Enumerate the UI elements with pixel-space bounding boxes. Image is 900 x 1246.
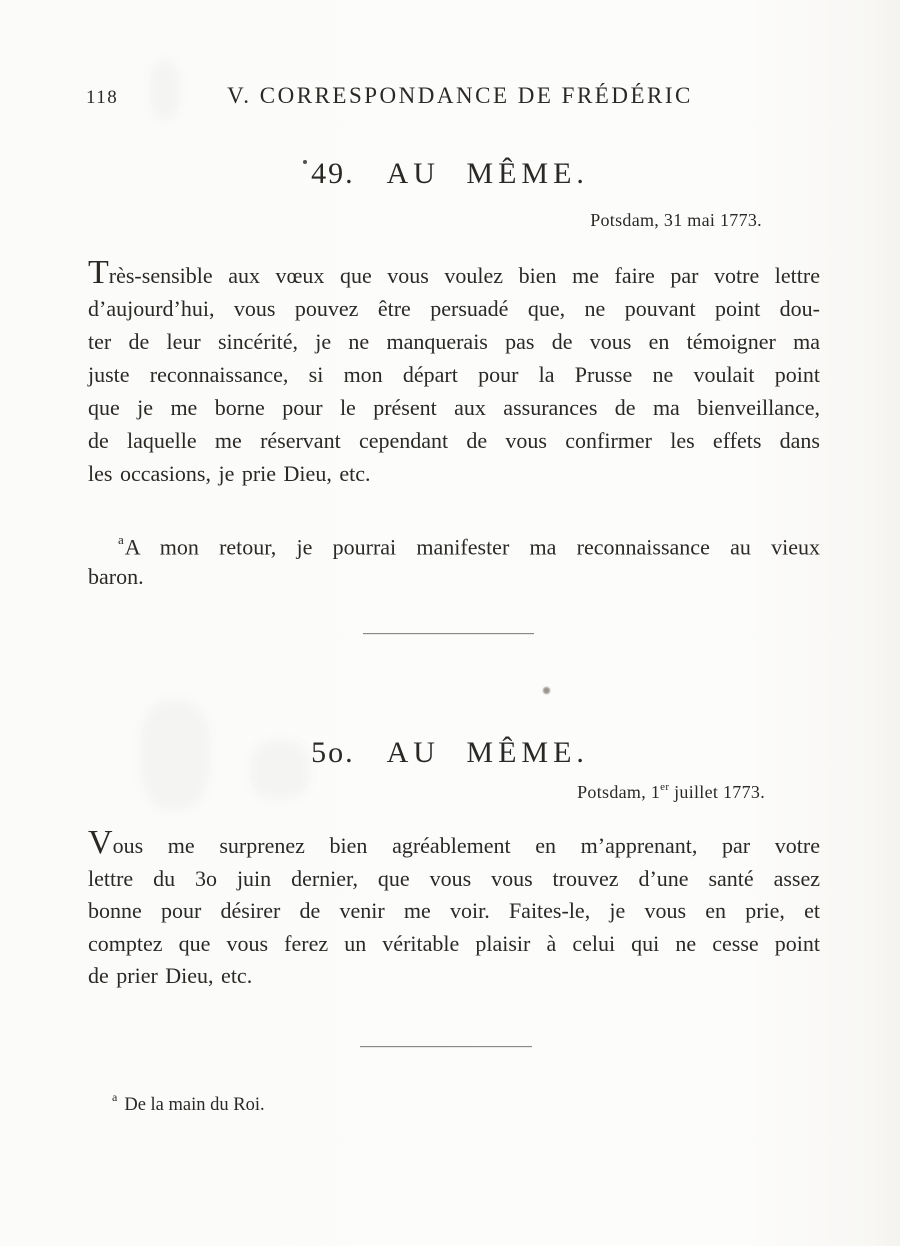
letter-50-number: 5o. (311, 736, 355, 769)
dateline-text-end: juillet 1773. (669, 782, 765, 802)
dateline-superscript: er (660, 781, 670, 793)
letter-49-number: 49. (311, 157, 355, 190)
body-line: lettre du 3o juin dernier, que vous vous trouvez d’une santé assez (88, 865, 820, 891)
letter-49-dateline (590, 210, 762, 231)
body-line: bonne pour désirer de venir me voir. Faites-le, je vous en prie, et (88, 898, 820, 923)
initial-capital: V (88, 824, 113, 861)
body-line: ter de leur sincérité, je ne manquerais pas de vous en témoigner ma (88, 329, 820, 354)
body-line: que je me borne pour le présent aux assurances de ma bienveillance, (88, 395, 820, 420)
letter-50-dateline (577, 782, 765, 803)
scan-smudge (150, 60, 180, 120)
body-line: Très-sensible aux vœux que vous voulez bien me faire par votre lettre (88, 254, 820, 291)
dateline-text: Potsdam, 1 (577, 782, 661, 802)
body-line: Vous me surprenez bien agréablement en m’apprenant, par votre (88, 824, 820, 861)
note-line: $^a$A mon retour, je pourrai manifester ma reconnaissance au vieux (118, 532, 820, 560)
initial-capital: T (88, 254, 109, 291)
dateline-text: Potsdam, 31 mai 1773. (590, 210, 762, 230)
note-line: baron. (88, 564, 144, 590)
note-marker: a (118, 532, 124, 547)
body-line: les occasions, je prie Dieu, etc. (88, 461, 371, 486)
letter-50-heading (0, 736, 900, 770)
letter-49-marginal-note (88, 527, 820, 592)
letter-49-heading (0, 157, 900, 191)
letter-49-title: AU MÊME. (386, 157, 589, 190)
page-number: 118 (86, 87, 119, 108)
body-line: de laquelle me réservant cependant de vous confirmer les effets dans (88, 428, 820, 453)
body-line: comptez que vous ferez un véritable plaisir à celui qui ne cesse point (88, 930, 820, 956)
footnote-text: De la main du Roi. (124, 1095, 265, 1116)
body-line: de prier Dieu, etc. (88, 963, 253, 988)
section-divider (363, 633, 534, 634)
ink-speck (543, 687, 550, 694)
footnote-marker: a (112, 1090, 118, 1104)
ink-speck (303, 160, 307, 164)
page-footnote (112, 1092, 265, 1116)
body-line: d’aujourd’hui, vous pouvez être persuadé que, ne pouvant point dou- (88, 296, 820, 321)
running-header: V. CORRESPONDANCE DE FRÉDÉRIC (227, 83, 693, 108)
letter-50-title: AU MÊME. (386, 736, 589, 769)
letter-49-body (88, 256, 820, 490)
body-line: juste reconnaissance, si mon départ pour la Prusse ne voulait point (88, 362, 820, 387)
section-divider (360, 1046, 532, 1047)
letter-50-body (88, 824, 820, 993)
